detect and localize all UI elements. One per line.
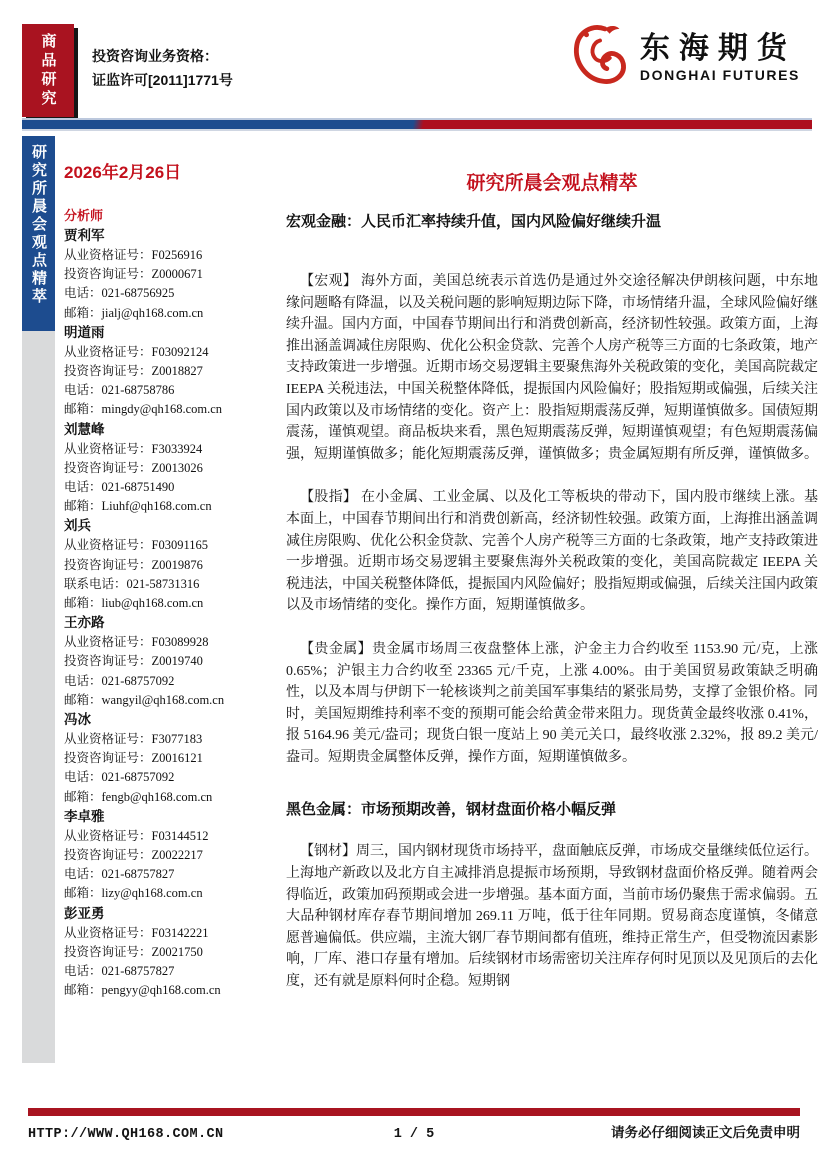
analyst-email: 邮箱：liub@qh168.com.cn — [64, 596, 204, 611]
analyst-entry — [64, 516, 280, 613]
qualification-line-2: 证监许可[2011]1771号 — [92, 72, 233, 88]
analyst-name: 贾利军 — [64, 228, 105, 243]
analyst-entry — [64, 904, 280, 1001]
analyst-email: 邮箱：Liuhf@qh168.com.cn — [64, 499, 212, 514]
analyst-phone: 电话：021-68757092 — [64, 673, 175, 688]
category-badge-label: 商品研究 — [39, 32, 57, 109]
analyst-email: 邮箱：pengyy@qh168.com.cn — [64, 983, 221, 998]
qualification-line-1: 投资咨询业务资格： — [92, 48, 218, 64]
analyst-entry — [64, 226, 280, 323]
analyst-entry — [64, 420, 280, 517]
analyst-name: 彭亚勇 — [64, 905, 105, 921]
analyst-phone: 电话：021-68757827 — [64, 867, 175, 882]
header-divider-bar — [22, 118, 812, 131]
logo-text-block — [640, 32, 800, 83]
analyst-reg-no: 从业资格证号：F03142221 — [64, 925, 209, 940]
analyst-column — [64, 158, 280, 1001]
analyst-reg-no: 从业资格证号：F03091165 — [64, 538, 208, 553]
analyst-entry — [64, 323, 280, 420]
analyst-name: 冯冰 — [64, 712, 91, 728]
footer-page-number: 1 / 5 — [393, 1127, 435, 1142]
analyst-reg-no: 从业资格证号：F03089928 — [64, 635, 209, 650]
analyst-name: 明道雨 — [64, 324, 105, 340]
qualification-block — [92, 44, 233, 92]
footer-divider-bar — [28, 1108, 800, 1116]
sidebar-gray-rail — [22, 331, 55, 1063]
analyst-advisory-no: 投资咨询证号：Z0018827 — [64, 364, 203, 379]
analyst-entry — [64, 807, 280, 904]
analyst-phone: 电话：021-68751490 — [64, 480, 175, 495]
analyst-email: 邮箱：lizy@qh168.com.cn — [64, 886, 203, 901]
report-date: 2026年2月26日 — [64, 163, 182, 182]
analyst-name: 王亦路 — [64, 615, 105, 631]
analyst-email: 邮箱：wangyil@qh168.com.cn — [64, 692, 225, 707]
analyst-name: 刘兵 — [64, 518, 91, 534]
analyst-heading: 分析师 — [64, 208, 104, 223]
analyst-entry — [64, 613, 280, 710]
page-title: 研究所晨会观点精萃 — [466, 173, 638, 194]
footer — [28, 1121, 800, 1142]
category-badge — [22, 24, 74, 117]
analyst-phone: 电话：021-68757092 — [64, 770, 175, 785]
analyst-reg-no: 从业资格证号：F3033924 — [64, 441, 203, 456]
paragraph-stock-index: 【股指】 在小金属、工业金属、以及化工等板块的带动下，国内股市继续上涨。基本面上，中国春节期间出行和消费创新高，经济韧性较强。政策方面，上海推出涵盖调减住房限购、优化公积金贷款、完善个人房产税等三方面的七条政策，地产支持政策进一步增强。近期市场交易逻辑主要聚焦海外关税政策的变化，美国高院裁定 IEEPA 关税违法，中国关税整体降低，提振国内风险偏好；股指短期或偏强，后续关注国内政策以及市场情绪的变化。操作方面，短期谨慎做多。 — [286, 490, 818, 614]
analyst-advisory-no: 投资咨询证号：Z0016121 — [64, 751, 203, 766]
paragraph-macro: 【宏观】 海外方面，美国总统表示首选仍是通过外交途径解决伊朗核问题，中东地缘问题略有降温，以及关税问题的影响短期边际下降，市场情绪升温，全球风险偏好继续升温。国内方面，中国春节期间出行和消费创新高，经济韧性较强。政策方面，上海推出涵盖调减住房限购、优化公积金贷款、完善个人房产税等三方面的七条政策，地产支持政策进一步增强。近期市场交易逻辑主要聚焦海外关税政策的变化，美国高院裁定 IEEPA 关税违法，中国关税整体降低，提振国内风险偏好；股指短期或偏强，后续关注国内政策以及市场情绪的变化。资产上：股指短期震荡反弹，短期谨慎做多。国债短期震荡，谨慎观望。商品板块来看，黑色短期震荡反弹，短期谨慎观望；有色短期震荡偏强，短期谨慎做多；能化短期震荡反弹，谨慎做多；贵金属短期有所反弹，谨慎做多。 — [286, 274, 818, 462]
sidebar-vertical-title — [22, 136, 55, 331]
analyst-reg-no: 从业资格证号：F03144512 — [64, 828, 209, 843]
analyst-name: 李卓雅 — [64, 808, 105, 824]
analyst-email: 邮箱：mingdy@qh168.com.cn — [64, 402, 223, 417]
analyst-reg-no: 从业资格证号：F0256916 — [64, 248, 203, 262]
analyst-phone: 联系电话：021-58731316 — [64, 576, 200, 591]
analyst-email: 邮箱：fengb@qh168.com.cn — [64, 789, 213, 804]
analyst-phone: 电话：021-68758786 — [64, 383, 175, 398]
analyst-advisory-no: 投资咨询证号：Z0022217 — [64, 848, 203, 863]
analyst-reg-no: 从业资格证号：F3077183 — [64, 732, 203, 747]
dragon-logo-icon — [570, 20, 632, 94]
footer-website-url: HTTP://WWW.QH168.COM.CN — [28, 1127, 224, 1142]
analyst-phone: 电话：021-68757827 — [64, 964, 175, 979]
paragraph-steel: 【钢材】周三，国内钢材现货市场持平，盘面触底反弹，市场成交量继续低位运行。上海地产新政以及北方自主减排消息提振市场预期，导致钢材盘面价格反弹。随着两会得临近，政策加码预期或会进一步增强。基本面方面，当前市场仍聚焦于需求偏弱。五大品种钢材库存春节期间增加 269.11 万吨，低于往年同期。贸易商态度谨慎，冬储意愿普遍偏低。供应端，主流大钢厂春节期间都有值班，维持正常生产，但受物流因素影响，厂库、港口存量有增加。后续钢材市场需密切关注库存何时见顶以及见顶后的去化度，还有就是原料何时企稳。短期钢 — [286, 844, 818, 990]
analyst-phone: 电话：021-68756925 — [64, 286, 175, 301]
analyst-advisory-no: 投资咨询证号：Z0019876 — [64, 557, 203, 572]
analyst-advisory-no: 投资咨询证号：Z0013026 — [64, 460, 203, 475]
analyst-advisory-no: 投资咨询证号：Z0019740 — [64, 654, 203, 669]
paragraph-precious-metals: 【贵金属】贵金属市场周三夜盘整体上涨，沪金主力合约收至 1153.90 元/克，上涨 0.65%；沪银主力合约收至 23365 元/千克，上涨 4.00%。由于美国贸易政策缺乏明确性，以及本周与伊朗下一轮核谈判之前美国军事集结的紧张局势，支撑了金银价格。同时，美国短期维持利率不变的预期可能会给黄金带来阻力。现货黄金最终收涨 0.41%，报 5164.96 美元/盎司；现货白银一度站上 90 美元关口，最终收涨 2.32%，报 89.2 美元/盎司。短期贵金属整体反弹，操作方面，短期谨慎做多。 — [286, 641, 818, 765]
logo-name-en: DONGHAI FUTURES — [639, 66, 800, 83]
main-content — [286, 168, 818, 1007]
company-logo — [570, 20, 800, 94]
section-heading-ferrous: 黑色金属：市场预期改善，钢材盘面价格小幅反弹 — [286, 801, 617, 819]
analyst-advisory-no: 投资咨询证号：Z0021750 — [64, 944, 203, 959]
section-heading-macro: 宏观金融：人民币汇率持续升值，国内风险偏好继续升温 — [286, 213, 662, 230]
analyst-reg-no: 从业资格证号：F03092124 — [64, 344, 209, 359]
logo-name-cn: 东海期货 — [639, 31, 796, 65]
sidebar-vertical-title-label: 研究所晨会观点精萃 — [30, 144, 47, 306]
analyst-name: 刘慧峰 — [64, 421, 105, 437]
analyst-entry — [64, 710, 280, 807]
footer-disclaimer: 请务必仔细阅读正文后免责申明 — [611, 1125, 800, 1140]
analyst-advisory-no: 投资咨询证号：Z0000671 — [64, 267, 203, 282]
analyst-email: 邮箱：jialj@qh168.com.cn — [64, 305, 204, 320]
